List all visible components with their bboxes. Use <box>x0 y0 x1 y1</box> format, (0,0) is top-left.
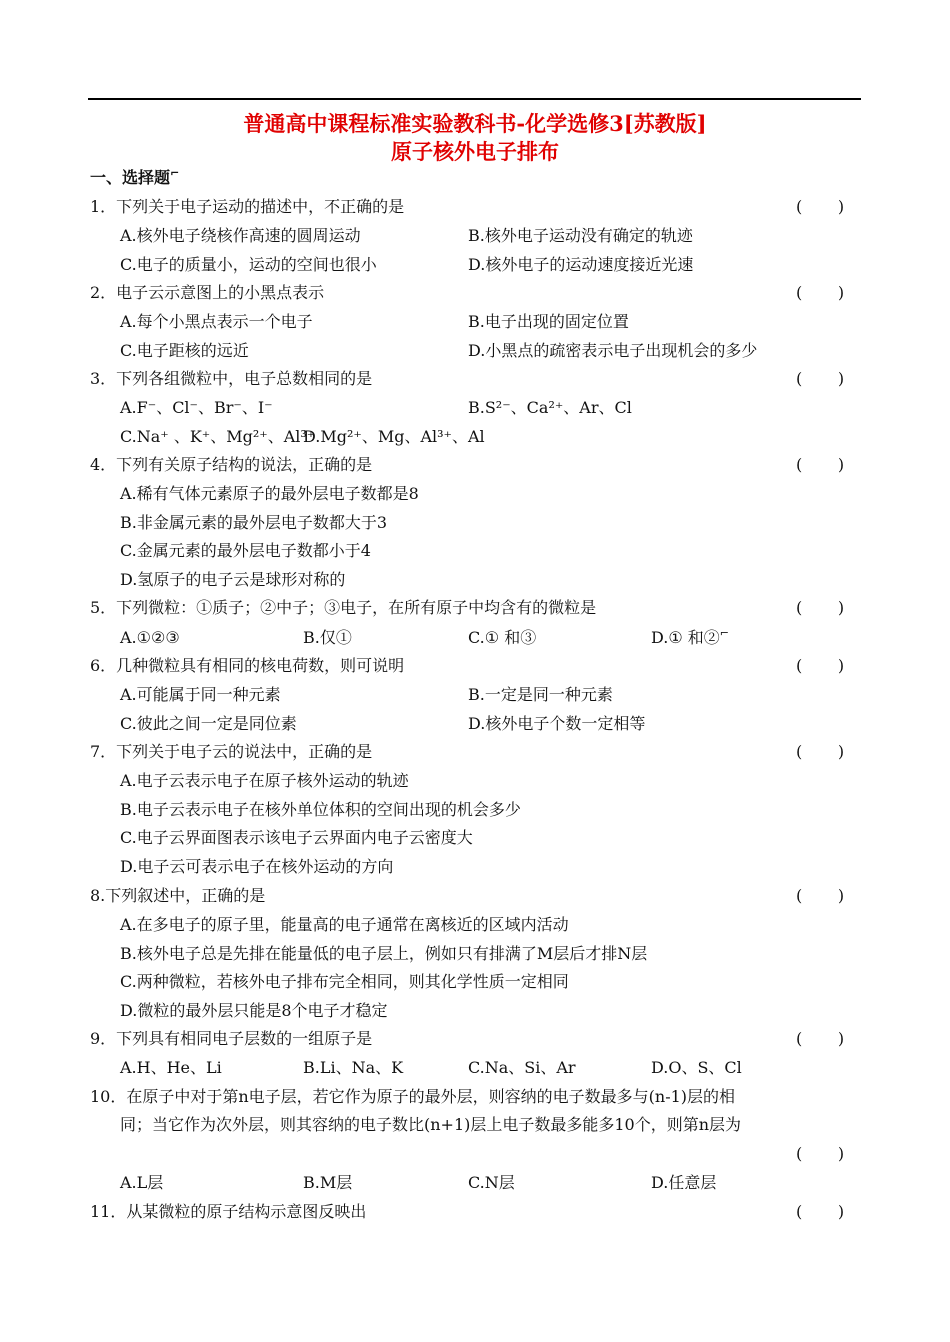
option-a: A.每个小黑点表示一个电子 <box>120 312 313 331</box>
option-a: A.核外电子绕核作高速的圆周运动 <box>120 226 361 245</box>
option-c: C.电子的质量小，运动的空间也很小 <box>120 255 377 274</box>
option-a: A.F⁻、Cl⁻、Br⁻、I⁻ <box>120 398 273 417</box>
question-stem: 2．电子云示意图上的小黑点表示 <box>90 283 325 302</box>
option-d: D.核外电子的运动速度接近光速 <box>468 255 694 274</box>
option-d: D.小黑点的疏密表示电子出现机会的多少 <box>468 341 758 360</box>
option-c: C.彼此之间一定是同位素 <box>120 714 297 733</box>
option-a: A.在多电子的原子里，能量高的电子通常在离核近的区域内活动 <box>120 915 569 934</box>
option-c: C.N层 <box>468 1173 515 1192</box>
option-b: B.电子出现的固定位置 <box>468 312 629 331</box>
answer-bracket: ( ) <box>796 283 845 302</box>
answer-bracket: ( ) <box>796 455 845 474</box>
answer-bracket: ( ) <box>796 598 845 617</box>
question-stem: 9．下列具有相同电子层数的一组原子是 <box>90 1029 373 1048</box>
question-stem-continued: 同；当它作为次外层，则其容纳的电子数比(n+1)层上电子数最多能多10个，则第n层为 <box>120 1115 742 1134</box>
answer-bracket: ( ) <box>796 886 845 905</box>
question-stem: 4．下列有关原子结构的说法，正确的是 <box>90 455 373 474</box>
question-stem: 5．下列微粒：①质子；②中子；③电子，在所有原子中均含有的微粒是 <box>90 598 597 617</box>
question-stem: 10．在原子中对于第n电子层，若它作为原子的最外层，则容纳的电子数最多与(n-1)层的相 <box>90 1087 736 1106</box>
document-title: 普通高中课程标准实验教科书-化学选修3[苏教版] <box>243 111 707 136</box>
option-c: C.电子云界面图表示该电子云界面内电子云密度大 <box>120 828 473 847</box>
option-b: B.仅① <box>303 628 352 647</box>
option-d: D.O、S、Cl <box>651 1058 742 1077</box>
question-stem: 3．下列各组微粒中，电子总数相同的是 <box>90 369 373 388</box>
option-d: D.核外电子个数一定相等 <box>468 714 646 733</box>
option-a: A.H、He、Li <box>120 1058 222 1077</box>
question-stem: 6．几种微粒具有相同的核电荷数，则可说明 <box>90 656 405 675</box>
answer-bracket: ( ) <box>796 1029 845 1048</box>
option-b: B.Li、Na、K <box>303 1058 404 1077</box>
option-a: A.①②③ <box>120 628 180 647</box>
option-b: B.电子云表示电子在核外单位体积的空间出现的机会多少 <box>120 800 521 819</box>
option-d: D.① 和②⌐ <box>651 626 729 647</box>
option-d: D.微粒的最外层只能是8个电子才稳定 <box>120 1001 388 1020</box>
option-d: D.氢原子的电子云是球形对称的 <box>120 570 346 589</box>
section-heading: 一、选择题⌐ <box>90 166 180 187</box>
option-a: A.电子云表示电子在原子核外运动的轨迹 <box>120 771 409 790</box>
option-b: B.核外电子总是先排在能量低的电子层上，例如只有排满了M层后才排N层 <box>120 944 648 963</box>
option-a: A.可能属于同一种元素 <box>120 685 281 704</box>
answer-bracket: ( ) <box>796 1144 845 1163</box>
option-c: C.金属元素的最外层电子数都小于4 <box>120 541 371 560</box>
answer-bracket: ( ) <box>796 1202 845 1221</box>
option-a: A.稀有气体元素原子的最外层电子数都是8 <box>120 484 419 503</box>
option-b: B.M层 <box>303 1173 353 1192</box>
question-stem: 11．从某微粒的原子结构示意图反映出 <box>90 1202 367 1221</box>
answer-bracket: ( ) <box>796 742 845 761</box>
option-c: C.Na⁺ 、K⁺、Mg²⁺、Al³⁺ <box>120 427 316 446</box>
answer-bracket: ( ) <box>796 656 845 675</box>
option-c: C.Na、Si、Ar <box>468 1058 576 1077</box>
edit-mark-icon: ⌐ <box>719 626 729 640</box>
option-b: B.核外电子运动没有确定的轨迹 <box>468 226 693 245</box>
option-c: C.两种微粒，若核外电子排布完全相同，则其化学性质一定相同 <box>120 972 569 991</box>
option-b: B.S²⁻、Ca²⁺、Ar、Cl <box>468 398 632 417</box>
option-c: C.电子距核的远近 <box>120 341 249 360</box>
answer-bracket: ( ) <box>796 197 845 216</box>
option-b: B.一定是同一种元素 <box>468 685 613 704</box>
question-stem: 8.下列叙述中，正确的是 <box>90 886 266 905</box>
option-d: D.电子云可表示电子在核外运动的方向 <box>120 857 394 876</box>
option-d: D.Mg²⁺、Mg、Al³⁺、Al <box>303 427 485 446</box>
option-a: A.L层 <box>120 1173 164 1192</box>
option-c: C.① 和③ <box>468 628 537 647</box>
edit-mark-icon: ⌐ <box>170 166 180 180</box>
option-b: B.非金属元素的最外层电子数都大于3 <box>120 513 388 532</box>
header-rule <box>88 98 861 100</box>
question-stem: 1．下列关于电子运动的描述中，不正确的是 <box>90 197 405 216</box>
answer-bracket: ( ) <box>796 369 845 388</box>
document-subtitle: 原子核外电子排布 <box>391 139 559 164</box>
question-stem: 7．下列关于电子云的说法中，正确的是 <box>90 742 373 761</box>
option-d: D.任意层 <box>651 1173 717 1192</box>
